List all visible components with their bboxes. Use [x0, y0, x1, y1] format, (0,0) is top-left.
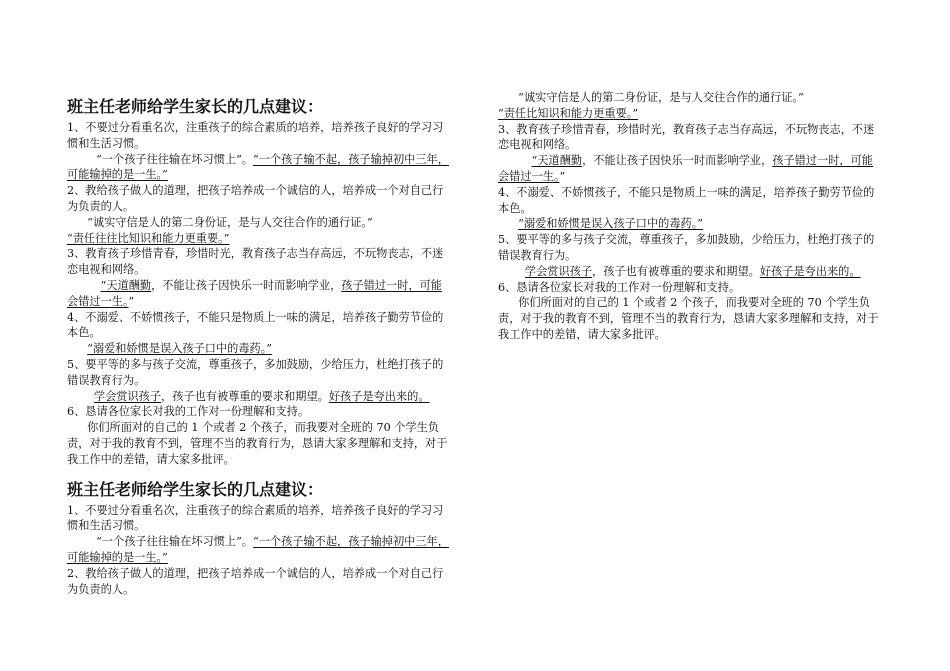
advice-1: 1、不要过分看重名次，注重孩子的综合素质的培养，培养孩子良好的学习习惯和生活习惯。: [67, 121, 444, 150]
quote-3-c: 孩子错过一时，可能会错过一生。: [67, 278, 442, 308]
section-title-repeat: 班主任老师给学生家长的几点建议：: [67, 479, 324, 499]
advice-2-repeat: 2、教给孩子做人的道理，把孩子培养成一个诚信的人，培养成一个对自己行为负责的人。: [67, 566, 444, 596]
advice-1-repeat: 1、不要过分看重名次，注重孩子的综合素质的培养，培养孩子良好的学习习惯和生活习惯。: [67, 503, 444, 533]
quote-2a-right: “诚实守信是人的第二身份证，是与人交往合作的通行证。”: [518, 91, 804, 104]
quote-3-a: “天道酬勤: [100, 278, 152, 292]
closing-paragraph: 你们所面对的自己的 1 个或者 2 个孩子，而我要对全班的 70 个学生负责，对于我的教育不到，管理不当的教育行为，恳请大家多理解和支持，对于我工作中的差错，请大家多批评。: [67, 421, 448, 466]
advice-4: 4、不溺爱、不娇惯孩子，不能只是物质上一味的满足，培养孩子勤劳节俭的本色。: [67, 310, 444, 340]
quote-1-repeat-b: “一个孩子输不起，孩子输掉初中三年，可能输掉的是一生。”: [67, 535, 449, 564]
quote-3-d: ”: [128, 294, 135, 308]
quote-5-right-a: 学会赏识孩子: [524, 264, 593, 278]
quote-3-right-a: “天道酬勤: [531, 154, 583, 168]
spacer: [67, 468, 451, 479]
quote-2b: “责任往往比知识和能力更重要。”: [67, 231, 230, 245]
quote-3-right-b: ，不能让孩子因快乐一时而影响学业，: [582, 154, 773, 168]
advice-3: 3、教育孩子珍惜青春，珍惜时光，教育孩子志当存高远，不玩物丧志，不迷恋电视和网络。: [67, 247, 444, 277]
quote-3-right-d: ”: [559, 169, 566, 183]
right-column: [498, 90, 882, 343]
quote-2b-right: “责任比知识和能力更重要。”: [498, 106, 639, 120]
quote-1-b: “一个孩子输不起，孩子输掉初中三年，可能输掉的是一生。”: [67, 152, 449, 182]
advice-5: 5、要平等的多与孩子交流，尊重孩子，多加鼓励，少给压力，杜绝打孩子的错误教育行为。: [67, 357, 444, 387]
quote-5-a: 学会赏识孩子: [93, 389, 162, 403]
section-title: 班主任老师给学生家长的几点建议：: [67, 97, 324, 116]
quote-4: [67, 341, 451, 357]
quote-2a: “诚实守信是人的第二身份证，是与人交往合作的通行证。”: [87, 215, 373, 229]
quote-3-right: [498, 153, 882, 185]
quote-4-text: “溺爱和娇惯是误入孩子口中的毒药。”: [87, 342, 272, 356]
quote-5-right-c: 好孩子是夸出来的。: [759, 264, 861, 278]
advice-4-right: 4、不溺爱、不娇惯孩子，不能只是物质上一味的满足，培养孩子勤劳节俭的本色。: [498, 185, 875, 215]
quote-3-right-c: 孩子错过一时，可能会错过一生。: [498, 154, 873, 183]
advice-6-right: 6、恳请各位家长对我的工作对一份理解和支持。: [498, 280, 741, 294]
quote-5-b: ，孩子也有被尊重的要求和期望。: [161, 389, 329, 403]
quote-5-right-b: ，孩子也有被尊重的要求和期望。: [592, 264, 760, 278]
quote-3-b: ，不能让孩子因快乐一时而影响学业，: [151, 278, 342, 292]
advice-6: 6、恳请各位家长对我的工作对一份理解和支持。: [67, 405, 310, 419]
quote-3: [67, 278, 451, 310]
quote-5-c: 好孩子是夸出来的。: [328, 389, 430, 403]
advice-3-right: 3、教育孩子珍惜青春，珍惜时光，教育孩子志当存高远，不玩物丧志，不迷恋电视和网络。: [498, 122, 875, 152]
left-column: [67, 96, 451, 597]
quote-4-right-text: “溺爱和娇惯是误入孩子口中的毒药。”: [518, 217, 703, 231]
closing-paragraph-right: 你们所面对的自己的 1 个或者 2 个孩子，而我要对全班的 70 个学生负责，对于我的教育不到，管理不当的教育行为，恳请大家多理解和支持，对于我工作中的差错，请大家多批评。: [498, 296, 879, 341]
quote-4-right: [498, 216, 882, 232]
advice-2: 2、教给孩子做人的道理，把孩子培养成一个诚信的人，培养成一个对自己行为负责的人。: [67, 184, 444, 213]
quote-5-right: [498, 264, 882, 280]
quote-1-a: “一个孩子往往输在坏习惯上”。: [96, 152, 253, 166]
quote-1-repeat: [67, 534, 451, 566]
quote-1-repeat-a: “一个孩子往往输在坏习惯上”。: [96, 535, 253, 549]
advice-5-right: 5、要平等的多与孩子交流，尊重孩子，多加鼓励，少给压力，杜绝打孩子的错误教育行为。: [498, 233, 875, 262]
quote-1: [67, 152, 451, 184]
quote-5: [67, 389, 451, 405]
